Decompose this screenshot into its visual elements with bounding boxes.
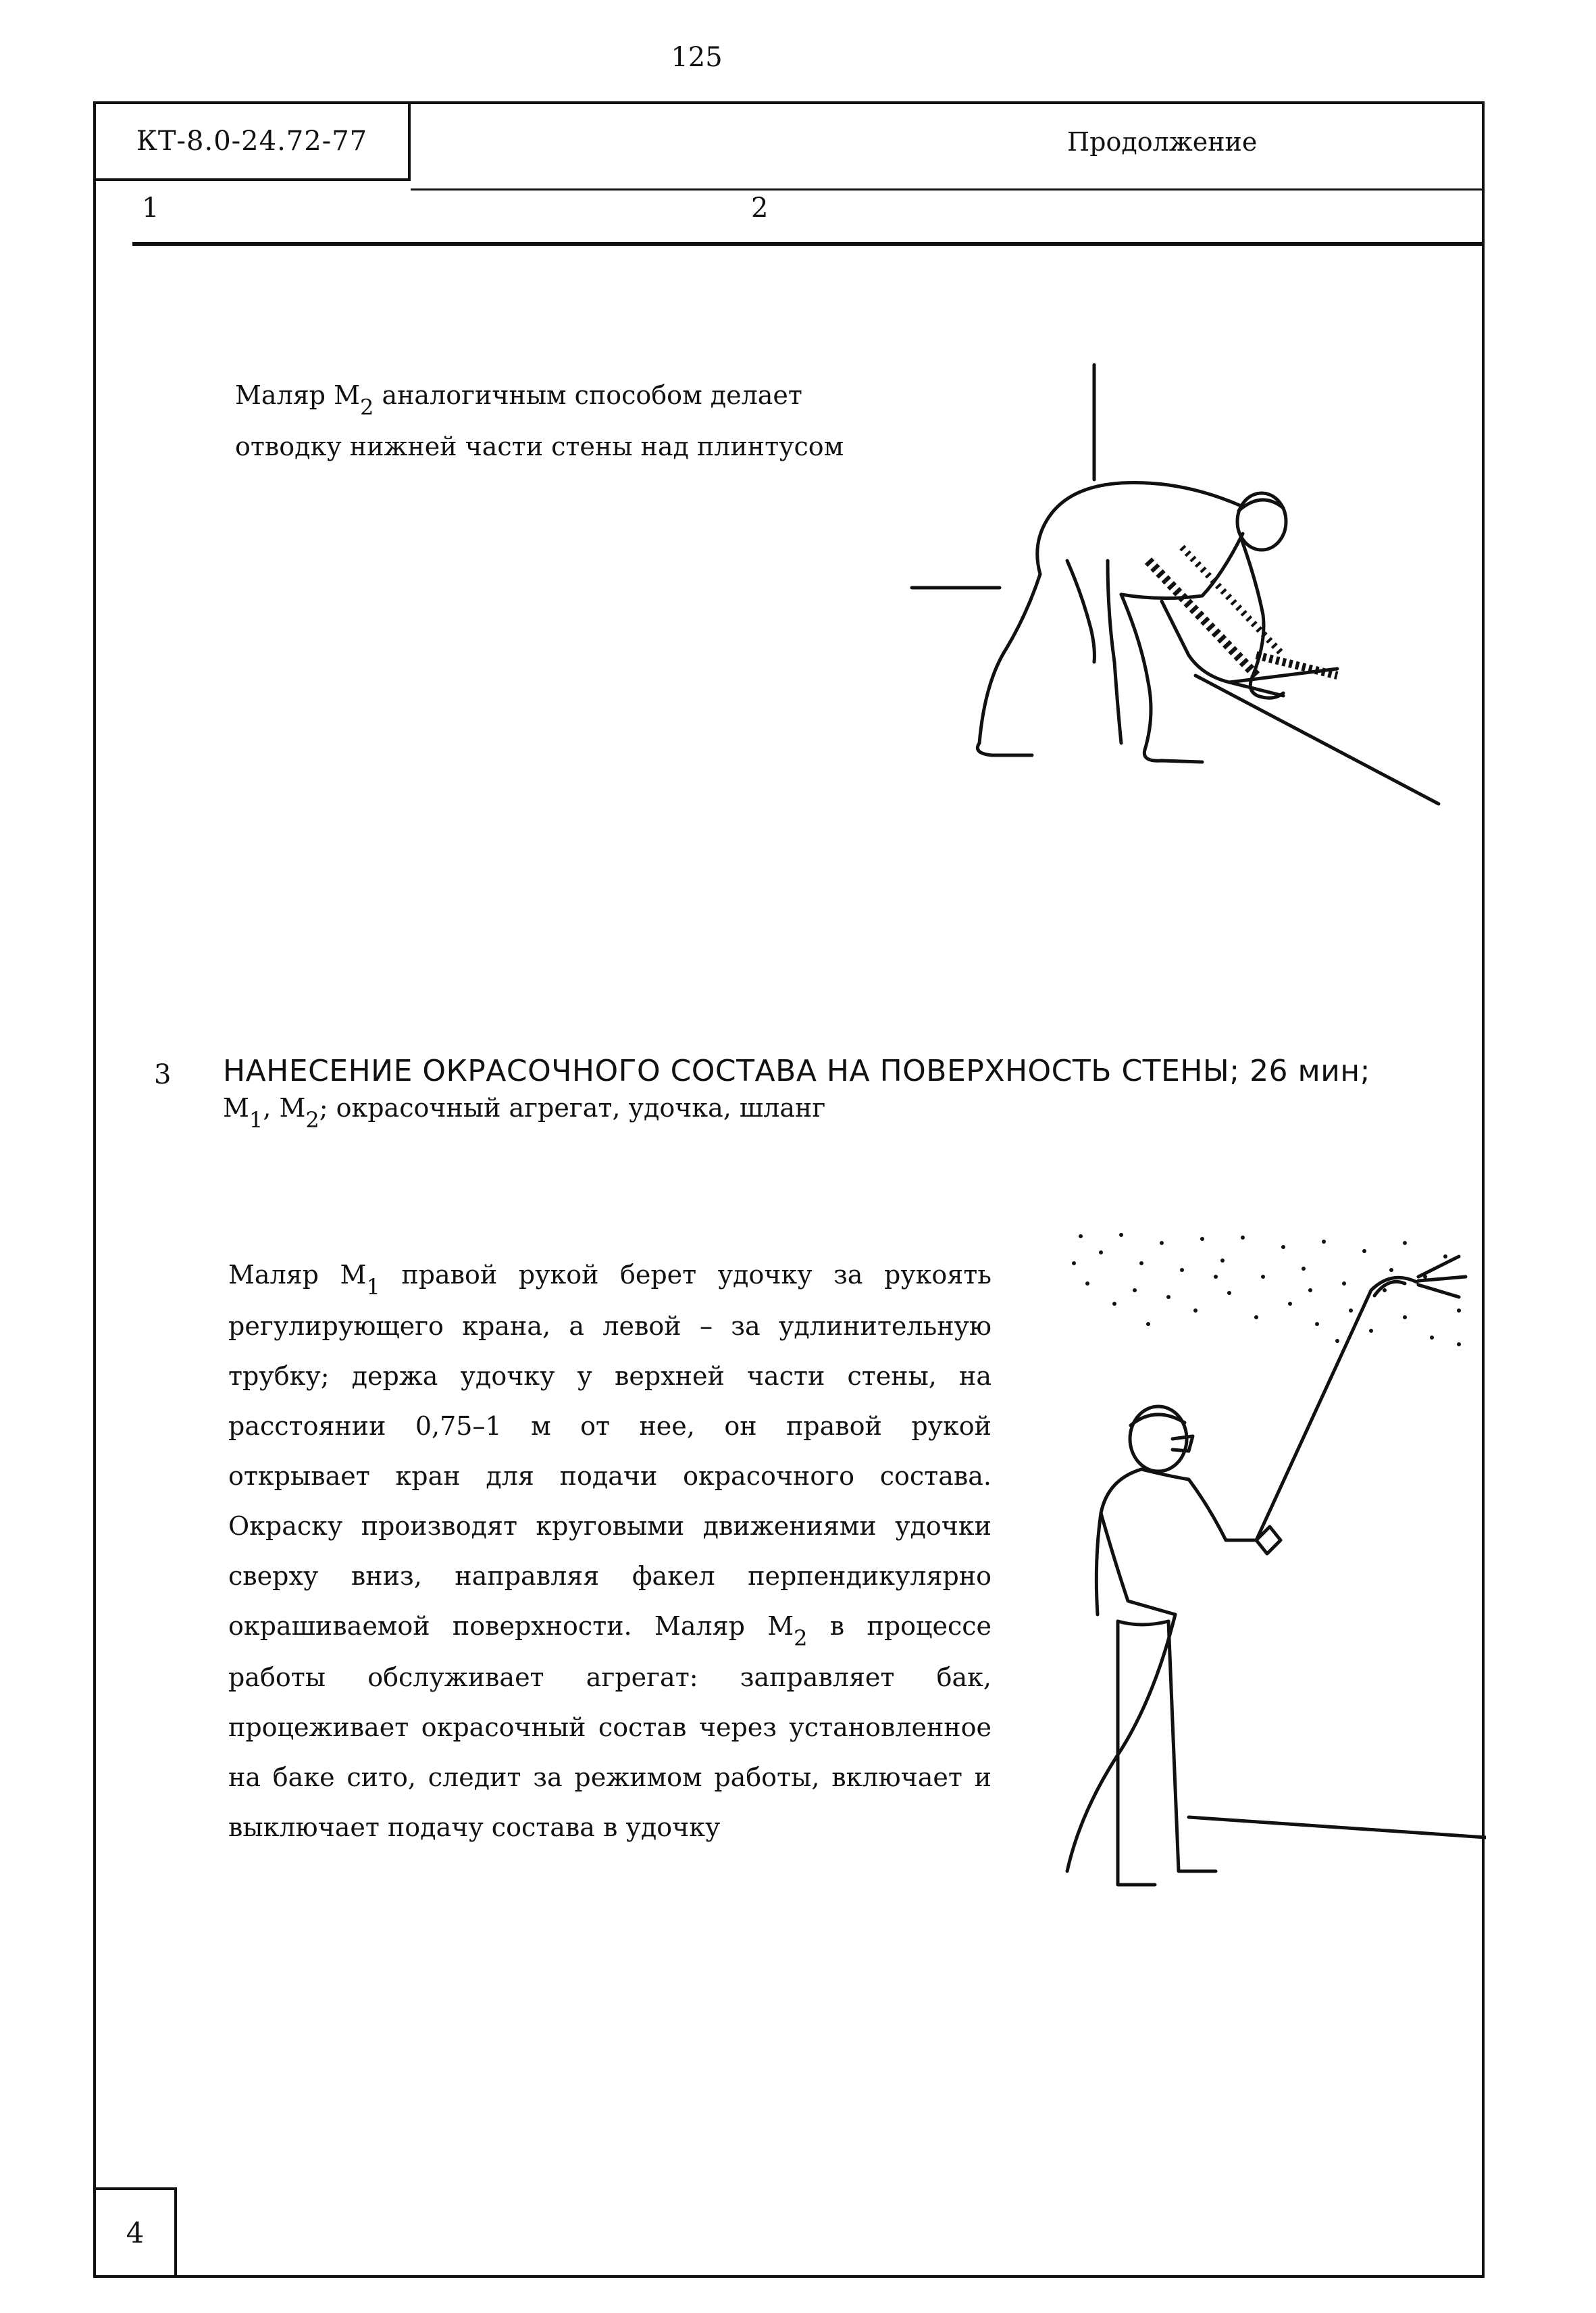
paragraph2-subscript-1: 1 [366, 1274, 380, 1300]
paragraph-wall-bottom [235, 370, 877, 472]
column-header-2: 2 [751, 193, 769, 224]
column-header-1: 1 [142, 193, 159, 224]
continuation-label: Продолжение [1067, 127, 1258, 157]
column-header-underline [132, 242, 1485, 246]
paragraph2-text-c: в процессе работы обслуживает агрегат: заправляет бак, процеживает окрасочный состав через установленное на баке сито, следит за режимом работы, включает и выключает подачу состава в удочку [228, 1611, 992, 1842]
paragraph2-subscript-2: 2 [794, 1625, 808, 1651]
section-sub-index-1: 1 [249, 1107, 263, 1133]
page-number: 125 [671, 42, 723, 73]
section-subtitle [223, 1093, 826, 1133]
section-sub-index-2: 2 [305, 1107, 319, 1133]
document-code: КТ-8.0-24.72-77 [93, 101, 411, 181]
worker-bending-illustration [905, 358, 1459, 817]
section-number: 3 [154, 1059, 172, 1090]
paragraph2-text-a: Маляр М [228, 1260, 367, 1290]
paragraph1-subscript: 2 [360, 395, 374, 420]
paragraph1-text-a: Маляр М [235, 380, 360, 410]
section-sub-rest: ; окрасочный агрегат, удочка, шланг [319, 1093, 826, 1123]
section-title: НАНЕСЕНИЕ ОКРАСОЧНОГО СОСТАВА НА ПОВЕРХНОСТЬ СТЕНЫ; 26 мин; [223, 1054, 1370, 1088]
section-sub-m2: , М [263, 1093, 306, 1123]
paragraph1-text-b: аналогичным способом делает отводку нижней части стены над плинтусом [235, 380, 844, 461]
paragraph2-text-b: правой рукой берет удочку за рукоять регулирующего крана, а левой – за удлинительную трубку; держа удочку у верхней части стены, на расстоянии 0,75–1 м от нее, он правой рукой открывает кран для подачи окрасочного состава. Окраску производят круговыми движениями удочки сверху вниз, направляя факел перпендикулярно окрашиваемой поверхности. Маляр М [228, 1260, 992, 1641]
header-divider [411, 188, 1485, 190]
section-sub-m1: М [223, 1093, 249, 1123]
footer-box: 4 [93, 2187, 177, 2278]
paragraph-spray-painting [228, 1250, 992, 1852]
worker-spraying-illustration [1054, 1223, 1486, 1925]
